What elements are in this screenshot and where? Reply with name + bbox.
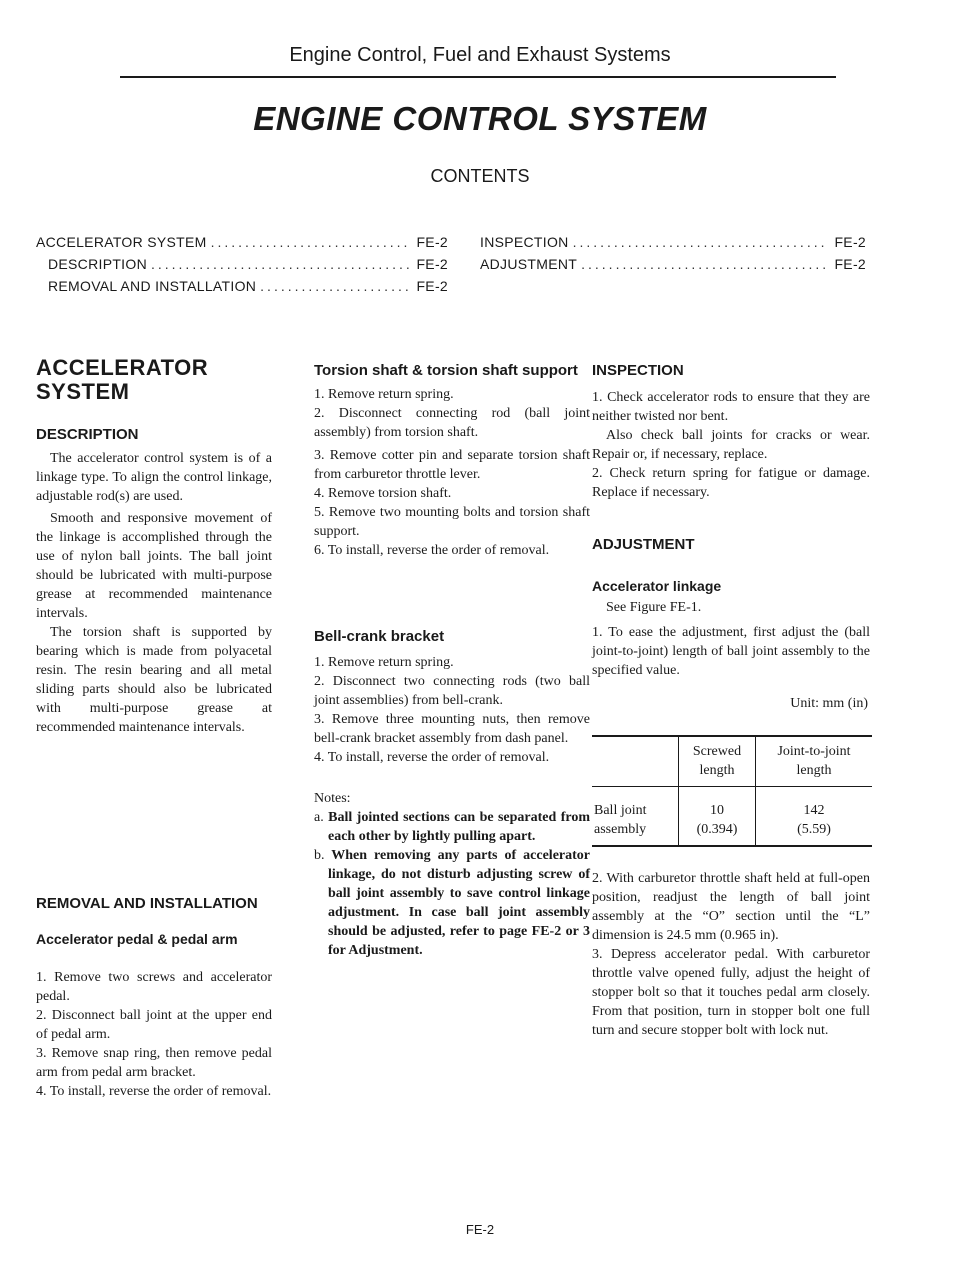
page-number: FE-2	[465, 1222, 495, 1237]
toc-entry[interactable]	[36, 278, 448, 300]
table-header-cell: Joint-to-joint length	[756, 736, 873, 787]
contents-title: CONTENTS	[430, 166, 530, 186]
description-paragraph: The torsion shaft is supported by bearing which is made from polyacetal resin. The resin bearing and all metal sliding parts should also be lubricated with multi-purpose grease at recommended maintenance intervals.	[36, 625, 272, 735]
procedure-step: 3. Remove cotter pin and separate torsion shaft from carburetor throttle lever.	[314, 448, 590, 482]
page-title: ENGINE CONTROL SYSTEM	[253, 100, 707, 137]
procedure-step: 3. Remove snap ring, then remove pedal arm from pedal arm bracket.	[36, 1046, 272, 1080]
toc-label: INSPECTION	[480, 234, 569, 250]
toc-leader	[151, 256, 410, 272]
note-item	[314, 846, 590, 960]
note-text: When removing any parts of accelerator linkage, do not disturb adjusting screw of ball joint assembly to save control linkage adjustment. In case ball joint assembly should be adjusted, refer to page FE-2 or 3 for Adjustment.	[328, 848, 590, 958]
procedure-step: 1. Remove return spring.	[314, 387, 454, 402]
procedure-step: 4. Remove torsion shaft.	[314, 486, 452, 501]
header-rule	[120, 76, 836, 78]
column-left	[36, 356, 272, 1101]
procedure-step: 2. Disconnect ball joint at the upper end of pedal arm.	[36, 1008, 272, 1042]
toc-page: FE-2	[416, 256, 448, 272]
section-heading-accelerator-system: ACCELERATOR SYSTEM	[36, 355, 209, 404]
procedure-step: 4. To install, reverse the order of removal.	[314, 750, 550, 765]
description-paragraph: Smooth and responsive movement of the linkage is accomplished through the use of nylon ball joints. The ball joint should be lubricated with multi-purpose grease at recommended maintenance intervals.	[36, 511, 272, 621]
subheading-torsion-shaft: Torsion shaft & torsion shaft support	[314, 362, 578, 379]
toc-entry[interactable]	[36, 256, 448, 278]
unit-label: Unit: mm (in)	[790, 696, 868, 711]
adjustment-step: 2. With carburetor throttle shaft held at full-open position, readjust the length of ball joint assembly at the “O” section until the “L” dimension is 24.5 mm (0.965 in).	[592, 871, 870, 943]
inspection-step: 1. Check accelerator rods to ensure that they are neither twisted nor bent.	[592, 390, 870, 424]
figure-reference: See Figure FE-1.	[606, 600, 702, 615]
table-header-row	[592, 736, 872, 787]
toc-label: ACCELERATOR SYSTEM	[36, 234, 207, 250]
section-heading-adjustment: ADJUSTMENT	[592, 536, 695, 553]
note-text: Ball jointed sections can be separated from each other by lightly pulling apart.	[328, 810, 591, 844]
table-cell	[592, 736, 679, 787]
toc-leader	[260, 278, 410, 294]
toc-right	[480, 234, 866, 278]
procedure-step: 4. To install, reverse the order of removal.	[36, 1084, 272, 1099]
subheading-pedal-arm: Accelerator pedal & pedal arm	[36, 931, 238, 947]
note-marker: b.	[314, 848, 325, 863]
toc-leader	[211, 234, 411, 250]
table-header-cell: Screwed length	[679, 736, 756, 787]
toc-leader	[573, 234, 829, 250]
description-paragraph: The accelerator control system is of a linkage type. To align the control linkage, adjustable rod(s) are used.	[36, 451, 272, 504]
toc-leader	[581, 256, 828, 272]
procedure-step: 6. To install, reverse the order of removal.	[314, 543, 550, 558]
toc-page: FE-2	[834, 234, 866, 250]
subheading-removal-installation: REMOVAL AND INSTALLATION	[36, 895, 258, 912]
procedure-step: 1. Remove two screws and accelerator pedal.	[36, 970, 272, 1004]
column-right	[592, 356, 870, 1040]
ball-joint-spec-table	[592, 735, 872, 847]
table-cell-joint-length: 142 (5.59)	[756, 787, 873, 847]
toc-entry[interactable]	[480, 256, 866, 278]
toc-page: FE-2	[416, 234, 448, 250]
subheading-bell-crank: Bell-crank bracket	[314, 628, 445, 645]
toc-page: FE-2	[416, 278, 448, 294]
toc-page: FE-2	[834, 256, 866, 272]
note-item	[314, 808, 590, 846]
inspection-step: Also check ball joints for cracks or wear. Repair or, if necessary, replace.	[592, 428, 870, 462]
adjustment-step: 3. Depress accelerator pedal. With carburetor throttle valve opened fully, adjust the height of stopper bolt so that it touches pedal arm closely. From that position, turn in stopper bolt one full turn and secure stopper bolt with lock nut.	[592, 947, 870, 1038]
section-heading-inspection: INSPECTION	[592, 362, 684, 379]
inspection-step: 2. Check return spring for fatigue or damage. Replace if necessary.	[592, 466, 870, 500]
table-row	[592, 787, 872, 847]
procedure-step: 2. Disconnect connecting rod (ball joint assembly) from torsion shaft.	[314, 406, 590, 440]
note-marker: a.	[314, 810, 324, 825]
adjustment-step: 1. To ease the adjustment, first adjust the (ball joint-to-joint) length of ball joint assembly to the specified value.	[592, 625, 870, 678]
toc-entry[interactable]	[480, 234, 866, 256]
table-row-label: Ball joint assembly	[592, 787, 679, 847]
notes-heading: Notes:	[314, 791, 351, 806]
toc-label: DESCRIPTION	[48, 256, 147, 272]
toc-left	[36, 234, 448, 300]
running-header: Engine Control, Fuel and Exhaust Systems	[289, 44, 671, 66]
column-middle	[314, 356, 590, 960]
toc-label: ADJUSTMENT	[480, 256, 578, 272]
toc-label: REMOVAL AND INSTALLATION	[48, 278, 257, 294]
toc-entry[interactable]	[36, 234, 448, 256]
subheading-accelerator-linkage: Accelerator linkage	[592, 578, 722, 594]
procedure-step: 1. Remove return spring.	[314, 655, 454, 670]
procedure-step: 3. Remove three mounting nuts, then remove bell-crank bracket assembly from dash panel.	[314, 712, 590, 746]
table-cell-screwed-length: 10 (0.394)	[679, 787, 756, 847]
procedure-step: 5. Remove two mounting bolts and torsion shaft support.	[314, 505, 590, 539]
procedure-step: 2. Disconnect two connecting rods (two ball joint assemblies) from bell-crank.	[314, 674, 590, 708]
subheading-description: DESCRIPTION	[36, 426, 139, 443]
